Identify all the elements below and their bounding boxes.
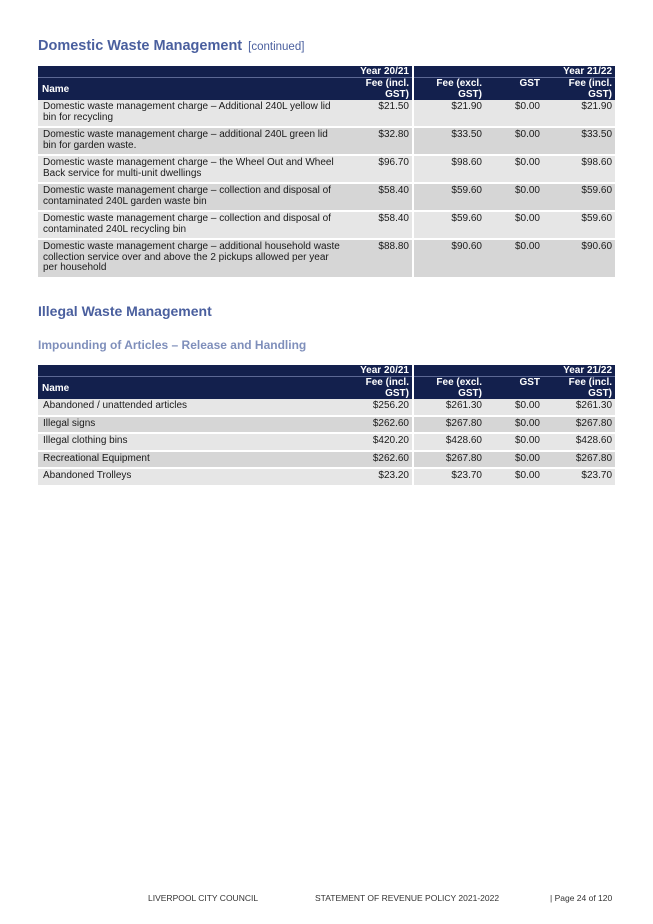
fee-excl-cell: $21.90 (413, 100, 485, 127)
prev-fee-cell: $262.60 (343, 451, 413, 469)
fee-name-cell: Abandoned Trolleys (38, 468, 343, 486)
table-row (38, 416, 615, 434)
fee-name-cell: Domestic waste management charge – additional 240L green lid bin for garden waste. (38, 127, 343, 155)
fee-name-cell: Domestic waste management charge – Additional 240L yellow lid bin for recycling (38, 100, 343, 127)
footer-document: STATEMENT OF REVENUE POLICY 2021-2022 (315, 893, 500, 903)
fee-incl-cell: $267.80 (543, 451, 615, 469)
column-header-name: Name (38, 377, 343, 400)
fee-name-cell: Domestic waste management charge – the Wheel Out and Wheel Back service for multi-unit dwellings (38, 155, 343, 183)
page-title-suffix: [continued] (248, 41, 305, 53)
gst-cell: $0.00 (485, 468, 543, 486)
fee-incl-cell: $21.90 (543, 100, 615, 127)
prev-fee-cell: $21.50 (343, 100, 413, 127)
fee-name-cell: Domestic waste management charge – additional household waste collection service over and above the 2 pickups allowed per year per household (38, 239, 343, 278)
column-header-fee-incl: Fee (incl. GST) (543, 78, 615, 101)
fee-incl-cell: $23.70 (543, 468, 615, 486)
header-year-prev: Year 20/21 (343, 365, 413, 377)
fee-incl-cell: $98.60 (543, 155, 615, 183)
fee-incl-cell: $59.60 (543, 211, 615, 239)
fee-excl-cell: $267.80 (413, 451, 485, 469)
column-header-prev-fee: Fee (incl. GST) (343, 377, 413, 400)
fee-incl-cell: $33.50 (543, 127, 615, 155)
prev-fee-cell: $88.80 (343, 239, 413, 278)
table-row (38, 211, 615, 239)
fee-excl-cell: $98.60 (413, 155, 485, 183)
column-header-fee-excl: Fee (excl. GST) (413, 377, 485, 400)
header-blank (38, 365, 343, 377)
table-row (38, 433, 615, 451)
gst-cell: $0.00 (485, 211, 543, 239)
footer-page-number: | Page 24 of 120 (550, 893, 613, 903)
gst-cell: $0.00 (485, 127, 543, 155)
header-blank (38, 66, 343, 78)
gst-cell: $0.00 (485, 416, 543, 434)
column-header-prev-fee: Fee (incl. GST) (343, 78, 413, 101)
prev-fee-cell: $262.60 (343, 416, 413, 434)
fee-excl-cell: $59.60 (413, 183, 485, 211)
column-header-gst: GST (485, 377, 543, 400)
fee-incl-cell: $59.60 (543, 183, 615, 211)
impounding-fee-table (38, 365, 615, 487)
gst-cell: $0.00 (485, 451, 543, 469)
table-row (38, 183, 615, 211)
table-row (38, 468, 615, 486)
table-row (38, 451, 615, 469)
table-row (38, 100, 615, 127)
fee-name-cell: Illegal clothing bins (38, 433, 343, 451)
prev-fee-cell: $96.70 (343, 155, 413, 183)
table-row (38, 127, 615, 155)
page-title (38, 38, 304, 54)
fee-incl-cell: $261.30 (543, 399, 615, 416)
table-row (38, 239, 615, 278)
fee-incl-cell: $428.60 (543, 433, 615, 451)
table-row (38, 399, 615, 416)
gst-cell: $0.00 (485, 433, 543, 451)
fee-incl-cell: $90.60 (543, 239, 615, 278)
gst-cell: $0.00 (485, 100, 543, 127)
fee-excl-cell: $267.80 (413, 416, 485, 434)
gst-cell: $0.00 (485, 183, 543, 211)
fee-incl-cell: $267.80 (543, 416, 615, 434)
fee-name-cell: Abandoned / unattended articles (38, 399, 343, 416)
header-year-prev: Year 20/21 (343, 66, 413, 78)
header-year-current: Year 21/22 (413, 66, 615, 78)
fee-excl-cell: $90.60 (413, 239, 485, 278)
gst-cell: $0.00 (485, 155, 543, 183)
prev-fee-cell: $420.20 (343, 433, 413, 451)
header-year-current: Year 21/22 (413, 365, 615, 377)
prev-fee-cell: $58.40 (343, 183, 413, 211)
column-header-name: Name (38, 78, 343, 101)
fee-name-cell: Domestic waste management charge – collection and disposal of contaminated 240L recycling bin (38, 211, 343, 239)
fee-excl-cell: $23.70 (413, 468, 485, 486)
domestic-waste-fee-table (38, 66, 615, 279)
fee-name-cell: Recreational Equipment (38, 451, 343, 469)
fee-excl-cell: $59.60 (413, 211, 485, 239)
gst-cell: $0.00 (485, 399, 543, 416)
fee-excl-cell: $261.30 (413, 399, 485, 416)
footer-council: LIVERPOOL CITY COUNCIL (148, 893, 259, 903)
gst-cell: $0.00 (485, 239, 543, 278)
prev-fee-cell: $32.80 (343, 127, 413, 155)
column-header-fee-excl: Fee (excl. GST) (413, 78, 485, 101)
section-heading: Illegal Waste Management (38, 303, 212, 319)
table-row (38, 155, 615, 183)
column-header-gst: GST (485, 78, 543, 101)
prev-fee-cell: $23.20 (343, 468, 413, 486)
subsection-heading: Impounding of Articles – Release and Handling (38, 338, 307, 352)
prev-fee-cell: $58.40 (343, 211, 413, 239)
prev-fee-cell: $256.20 (343, 399, 413, 416)
column-header-fee-incl: Fee (incl. GST) (543, 377, 615, 400)
fee-name-cell: Illegal signs (38, 416, 343, 434)
fee-excl-cell: $33.50 (413, 127, 485, 155)
page-title-text: Domestic Waste Management (38, 38, 243, 54)
fee-name-cell: Domestic waste management charge – collection and disposal of contaminated 240L garden waste bin (38, 183, 343, 211)
fee-excl-cell: $428.60 (413, 433, 485, 451)
